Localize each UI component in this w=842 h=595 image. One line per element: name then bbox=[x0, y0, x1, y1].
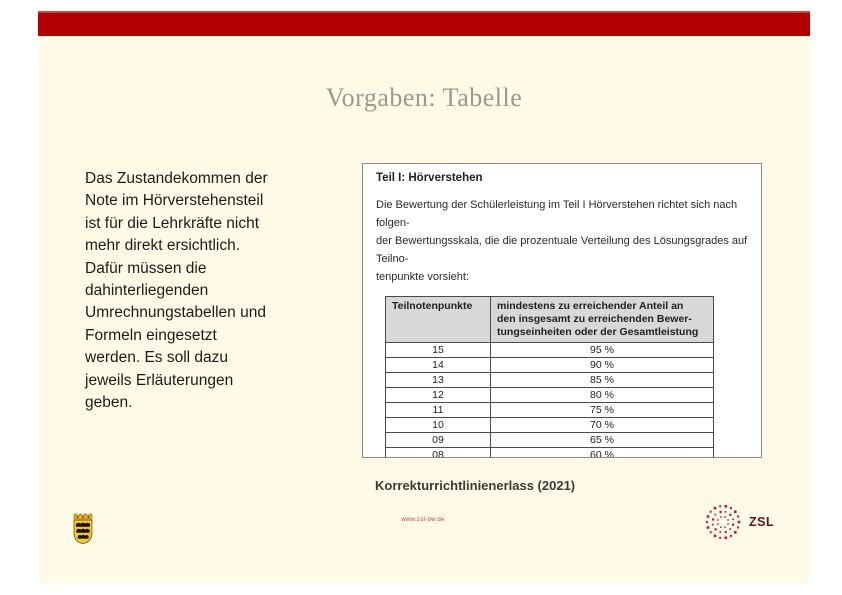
body-line: mehr direkt ersichtlich. bbox=[85, 237, 241, 255]
zsl-logo-label: ZSL bbox=[749, 515, 775, 529]
intro-line: tenpunkte vorsieht: bbox=[376, 271, 469, 283]
body-line: geben. bbox=[85, 394, 133, 412]
intro-line: der Bewertungsskala, die die prozentuale Verteilung des Lösungsgrades auf Teilno- bbox=[376, 235, 748, 265]
points-column-header: Teilnotenpunkte bbox=[386, 297, 491, 343]
body-line: Note im Hörverstehensteil bbox=[85, 192, 264, 210]
body-line: werden. Es soll dazu bbox=[85, 349, 229, 367]
zsl-dotted-circle-icon bbox=[704, 503, 742, 541]
slide-canvas bbox=[38, 11, 810, 583]
body-line: ist für die Lehrkräfte nicht bbox=[85, 214, 260, 232]
body-line: Formeln eingesetzt bbox=[85, 326, 217, 344]
top-red-bar bbox=[38, 11, 810, 36]
table-row: 09 65 % bbox=[386, 433, 714, 448]
table-row: 11 75 % bbox=[386, 403, 714, 418]
table-row: 13 85 % bbox=[386, 373, 714, 388]
body-line: Das Zustandekommen der bbox=[85, 170, 268, 187]
table-header-row bbox=[386, 297, 714, 343]
body-line: Dafür müssen die bbox=[85, 259, 207, 277]
body-line: Umrechnungstabellen und bbox=[85, 304, 266, 322]
document-excerpt bbox=[362, 163, 762, 458]
body-line: jeweils Erläuterungen bbox=[85, 371, 234, 389]
website-url: www.zsl-bw.de bbox=[401, 517, 445, 523]
baden-wuerttemberg-coat-of-arms-icon bbox=[71, 511, 95, 545]
body-line: dahinterliegenden bbox=[85, 282, 209, 300]
table-row: 08 60 % bbox=[386, 448, 714, 459]
slide-title: Vorgaben: Tabelle bbox=[325, 83, 523, 112]
zsl-logo bbox=[704, 503, 774, 541]
body-text-block bbox=[85, 168, 347, 414]
source-caption: Korrekturrichtlinienerlass (2021) bbox=[375, 478, 576, 493]
grading-table bbox=[385, 296, 714, 458]
document-intro bbox=[376, 196, 748, 286]
table-row: 14 90 % bbox=[386, 358, 714, 373]
share-column-header: mindestens zu erreichender Anteil an den insgesamt zu erreichenden Bewer- tungseinheiten oder der Gesamtleistung bbox=[491, 297, 714, 343]
intro-line: Die Bewertung der Schülerleistung im Teil I Hörverstehen richtet sich nach folgen- bbox=[376, 199, 738, 229]
table-row: 12 80 % bbox=[386, 388, 714, 403]
table-row: 10 70 % bbox=[386, 418, 714, 433]
table-row: 15 95 % bbox=[386, 343, 714, 358]
document-heading: Teil I: Hörverstehen bbox=[376, 172, 483, 184]
